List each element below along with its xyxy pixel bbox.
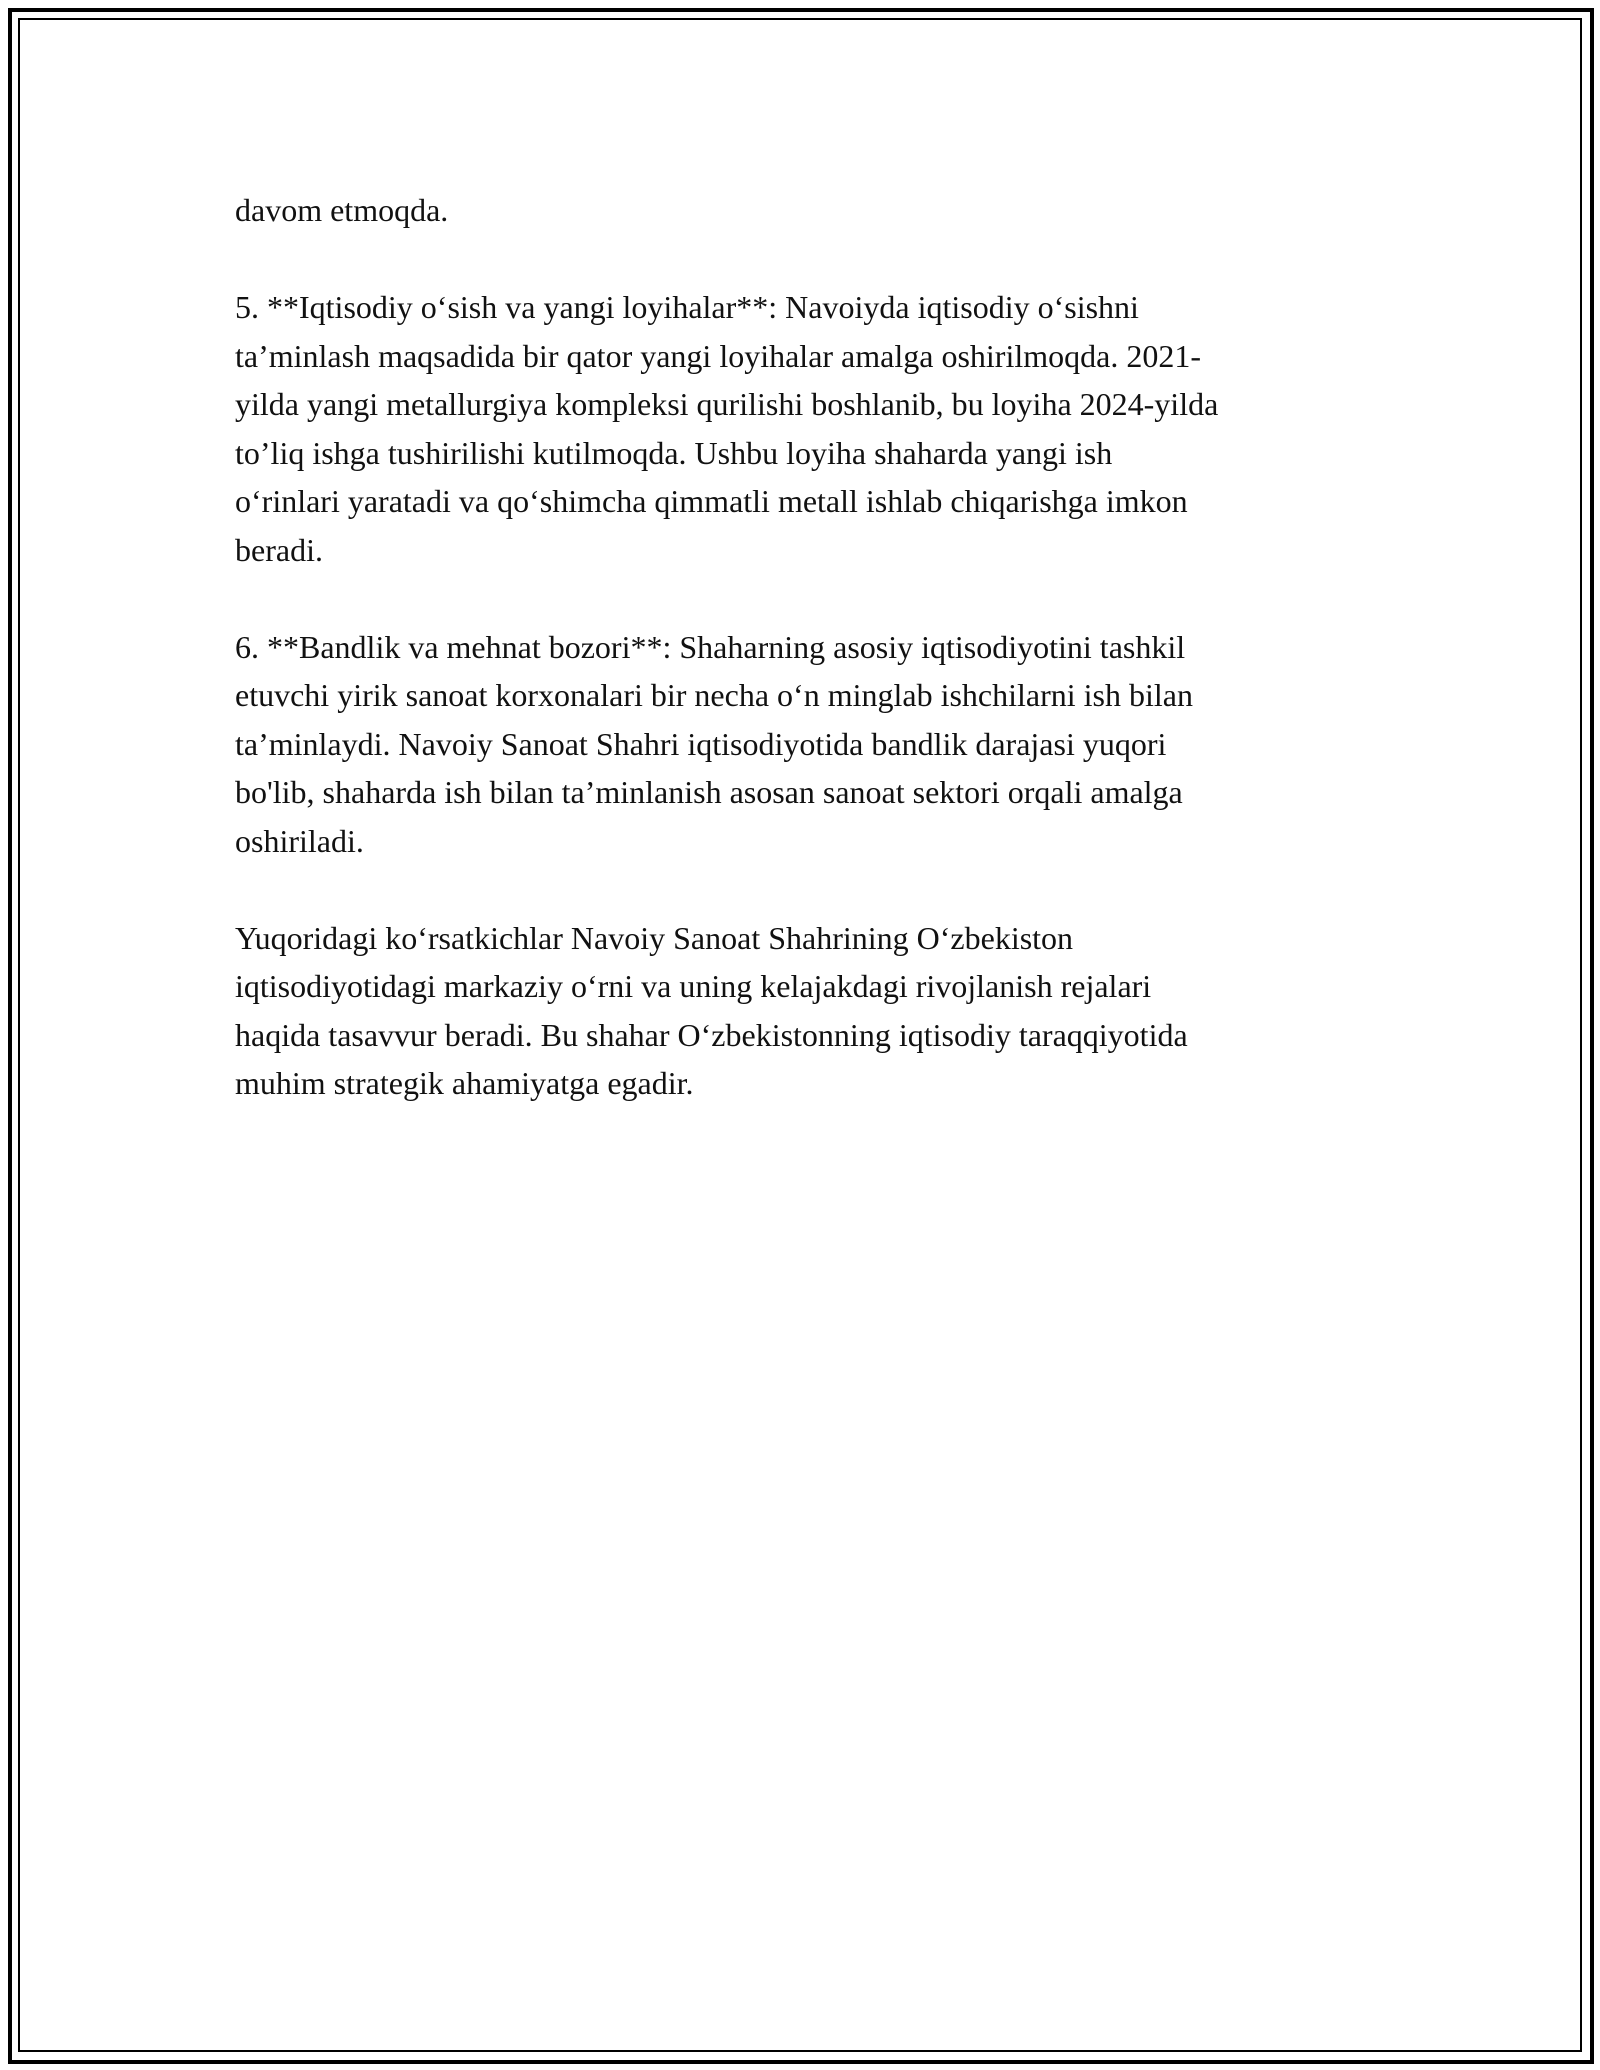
paragraph-conclusion: Yuqoridagi ko‘rsatkichlar Navoiy Sanoat Shahrining O‘zbekiston iqtisodiyotidagi markaziy o‘rni va uning kelajakdagi rivojlanish rejalari haqida tasavvur beradi. Bu shahar O‘zbekistonning iqtisodiy taraqqiyotida muhim strategik ahamiyatga egadir. [235,919,1188,1101]
paragraph-economic-growth: 5. **Iqtisodiy o‘sish va yangi loyihalar**: Navoiyda iqtisodiy o‘sishni ta’minlash maqsadida bir qator yangi loyihalar amalga oshirilmoqda. 2021- yilda yangi metallurgiya kompleksi qurilishi boshlanib, bu loyiha 2024-yilda to’liq ishga tushirilishi kutilmoqda. Ushbu loyiha shaharda yangi ish o‘rinlari yaratadi va qo‘shimcha qimmatli metall ishlab chiqarishga imkon beradi. [235,289,1219,568]
paragraph-continuation: davom etmoqda. [235,192,449,228]
paragraph-employment: 6. **Bandlik va mehnat bozori**: Shaharning asosiy iqtisodiyotini tashkil etuvchi yirik sanoat korxonalari bir necha o‘n minglab ishchilarni ish bilan ta’minlaydi. Navoiy Sanoat Shahri iqtisodiyotida bandlik darajasi yuqori bo'lib, shaharda ish bilan ta’minlanish asosan sanoat sektori orqali amalga oshiriladi. [235,628,1193,859]
document-body [235,186,1365,1156]
